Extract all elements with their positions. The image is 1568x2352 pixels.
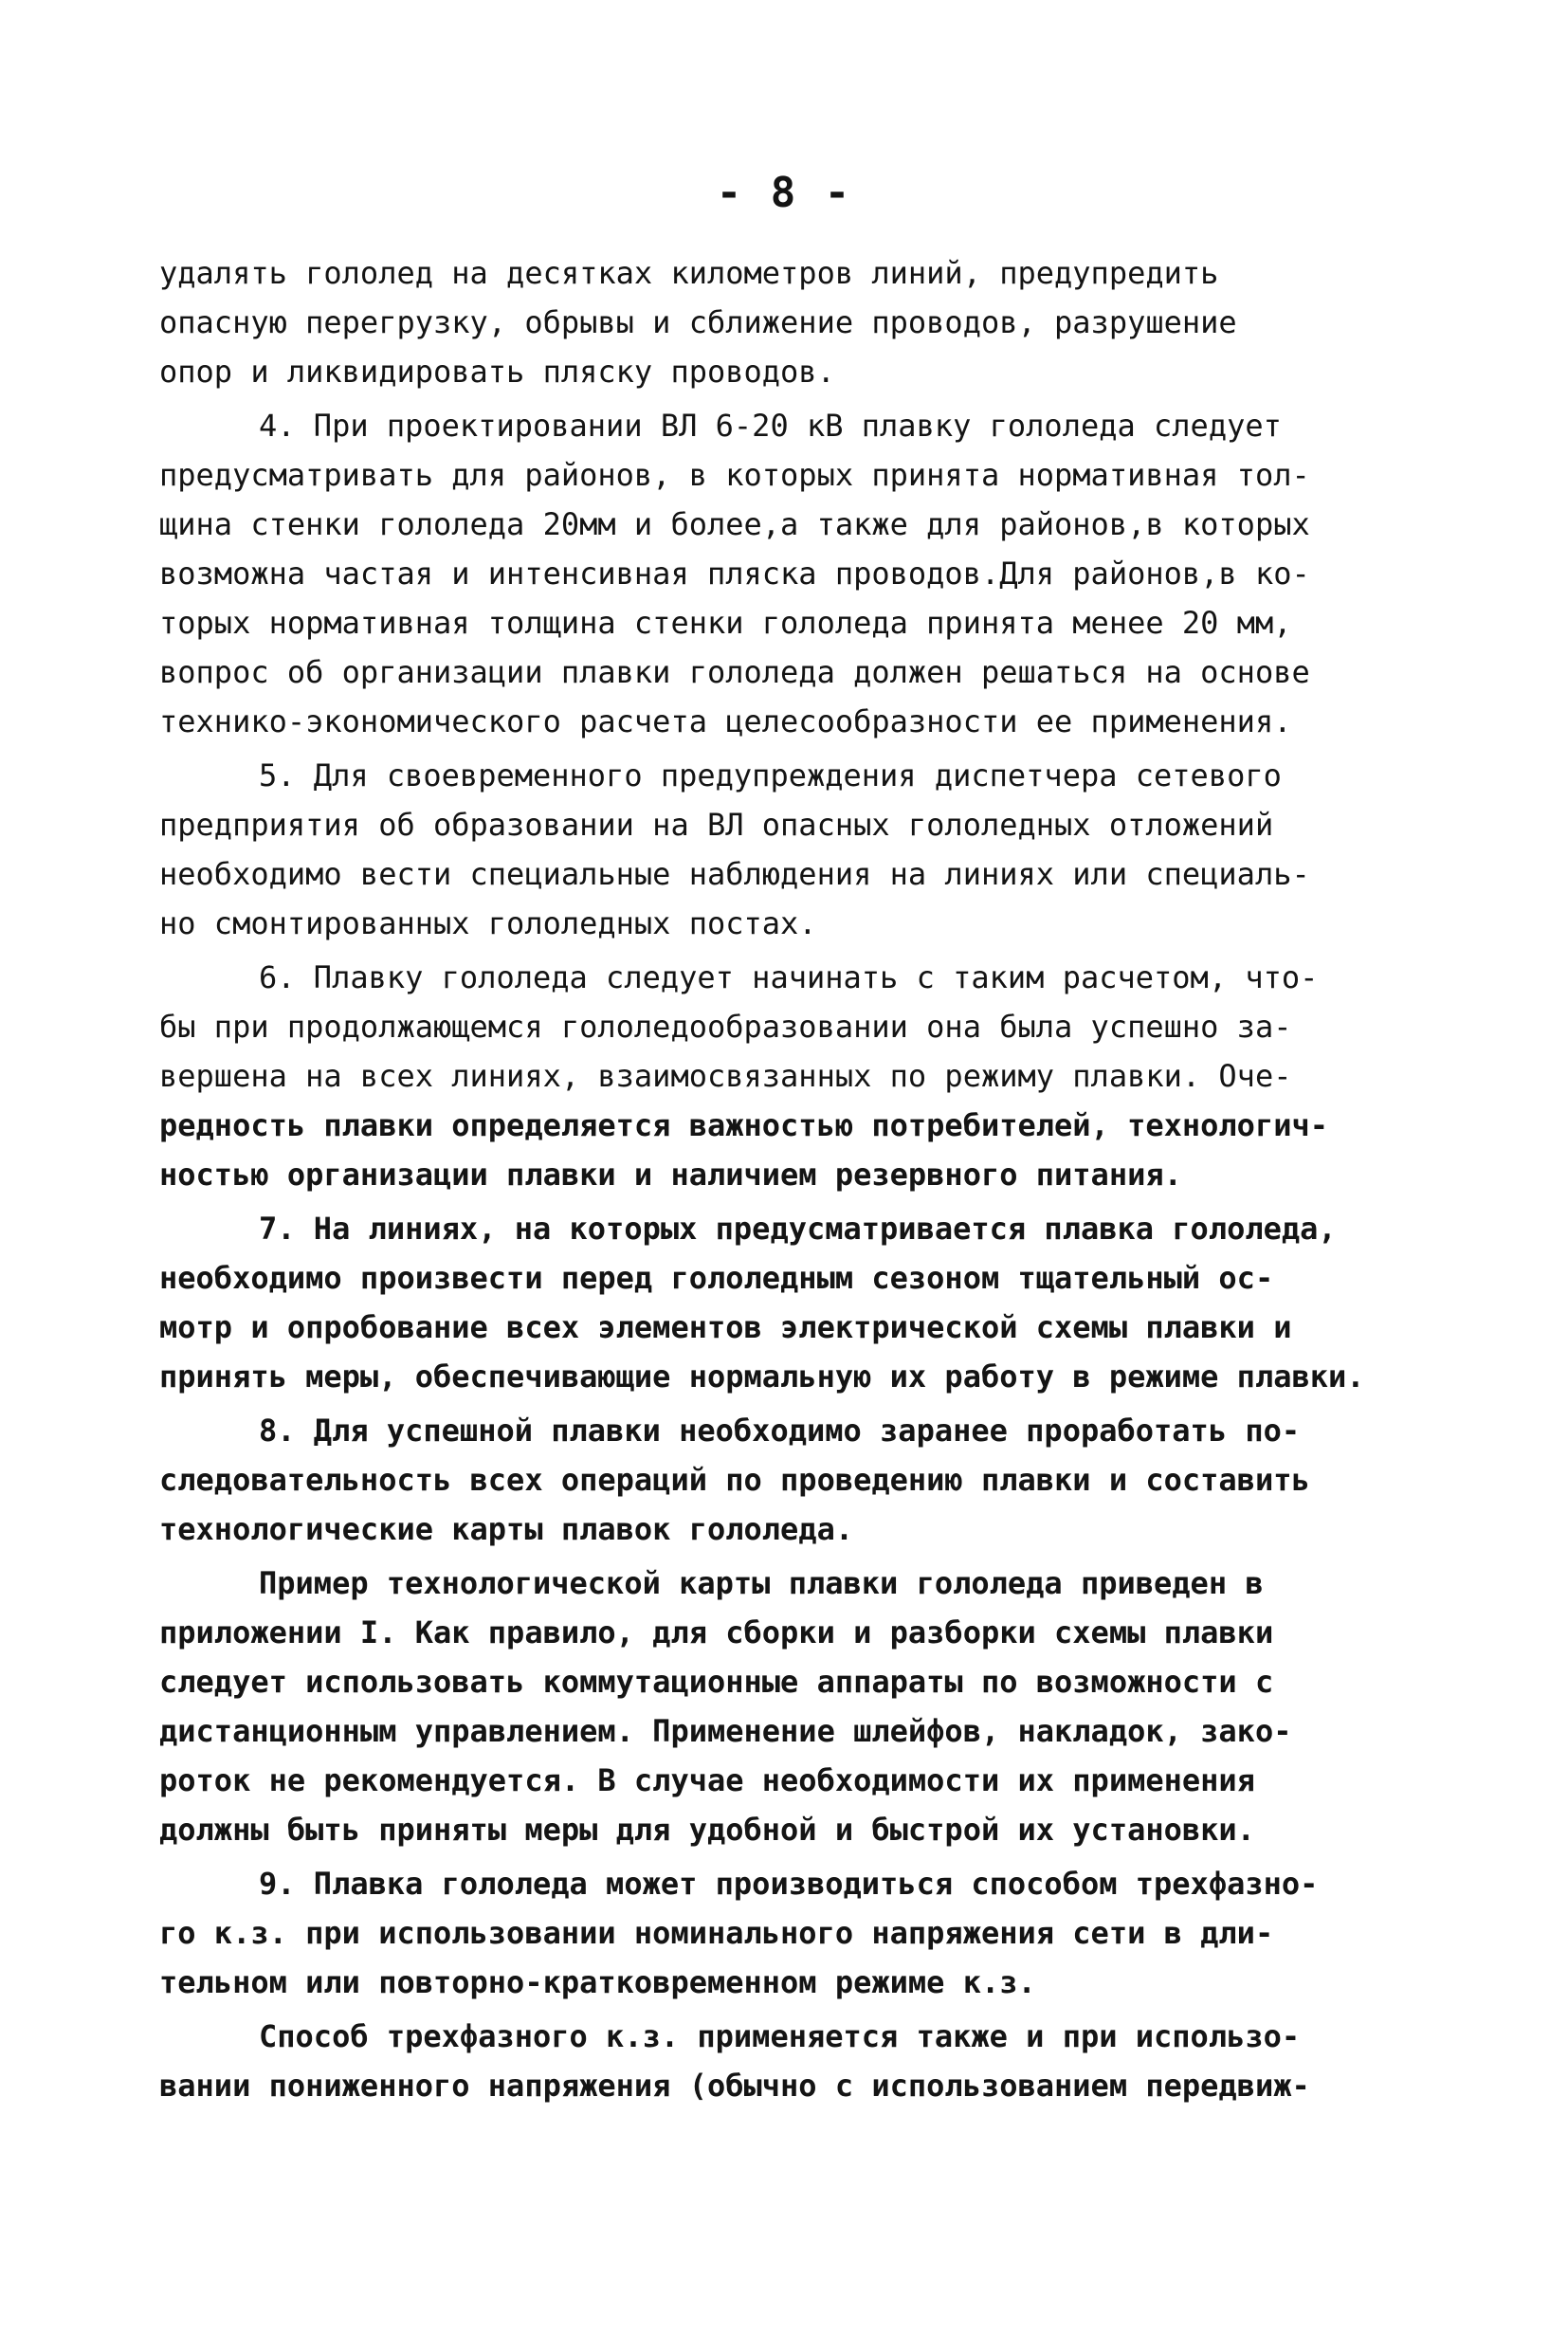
text-line: необходимо вести специальные наблюдения на линиях или специаль- [159,856,1310,892]
paragraph-6-first-line: 6. Плавку гололеда следует начинать с таким расчетом, что- [259,959,1319,995]
paragraph-4-first-line: 4. При проектировании ВЛ 6-20 кВ плавку гололеда следует [259,408,1282,444]
paragraph-example-first-line: Пример технологической карты плавки гололеда приведен в [259,1565,1264,1601]
text-line: торых нормативная толщина стенки гололеда принята менее 20 мм, [159,605,1292,641]
text-line: технологические карты плавок гололеда. [159,1511,854,1547]
text-line: ностью организации плавки и наличием резервного питания. [159,1157,1182,1193]
text-line: предприятия об образовании на ВЛ опасных гололедных отложений [159,807,1274,843]
text-line: вершена на всех линиях, взаимосвязанных по режиму плавки. Оче- [159,1058,1292,1094]
text-line: принять меры, обеспечивающие нормальную их работу в режиме плавки. [159,1358,1365,1395]
text-line: вопрос об организации плавки гололеда должен решаться на основе [159,654,1310,690]
text-line: опор и ликвидировать пляску проводов. [159,354,835,390]
text-line: возможна частая и интенсивная пляска проводов.Для районов,в ко- [159,556,1310,592]
paragraph-7-first-line: 7. На линиях, на которых предусматривается плавка гололеда, [259,1211,1337,1247]
text-line: тельном или повторно-кратковременном режиме к.з. [159,1964,1036,2000]
paragraph-5-first-line: 5. Для своевременного предупреждения диспетчера сетевого [259,757,1282,793]
text-line: дистанционным управлением. Применение шлейфов, накладок, зако- [159,1713,1292,1749]
paragraph-9-first-line: 9. Плавка гололеда может производиться способом трехфазно- [259,1866,1319,1902]
text-line: мотр и опробование всех элементов электрической схемы плавки и [159,1309,1292,1345]
text-line: вании пониженного напряжения (обычно с использованием передвиж- [159,2068,1310,2104]
text-line: но смонтированных гололедных постах. [159,905,817,941]
text-line: бы при продолжающемся гололедообразовании она была успешно за- [159,1009,1292,1045]
paragraph-8-first-line: 8. Для успешной плавки необходимо заранее проработать по- [259,1413,1301,1449]
text-line: следовательность всех операций по проведению плавки и составить [159,1462,1310,1498]
paragraph-method-first-line: Способ трехфазного к.з. применяется также и при использо- [259,2018,1301,2054]
text-line: следует использовать коммутационные аппараты по возможности с [159,1664,1274,1700]
document-body [159,248,1382,2110]
text-line: предусматривать для районов, в которых принята нормативная тол- [159,457,1310,493]
text-line: го к.з. при использовании номинального напряжения сети в дли- [159,1915,1274,1951]
text-line: опасную перегрузку, обрывы и сближение проводов, разрушение [159,304,1237,340]
text-line: необходимо произвести перед гололедным сезоном тщательный ос- [159,1260,1274,1296]
page-number: - 8 - [716,169,852,217]
text-line: роток не рекомендуется. В случае необходимости их применения [159,1762,1255,1798]
text-line: редность плавки определяется важностью потребителей, технологич- [159,1107,1328,1143]
text-line: должны быть приняты меры для удобной и быстрой их установки. [159,1812,1255,1848]
text-line: технико-экономического расчета целесообразности ее применения. [159,703,1292,739]
text-line: щина стенки гололеда 20мм и более,а также для районов,в которых [159,506,1310,542]
text-line: удалять гололед на десятках километров линий, предупредить [159,255,1219,291]
text-line: приложении I. Как правило, для сборки и разборки схемы плавки [159,1614,1274,1650]
